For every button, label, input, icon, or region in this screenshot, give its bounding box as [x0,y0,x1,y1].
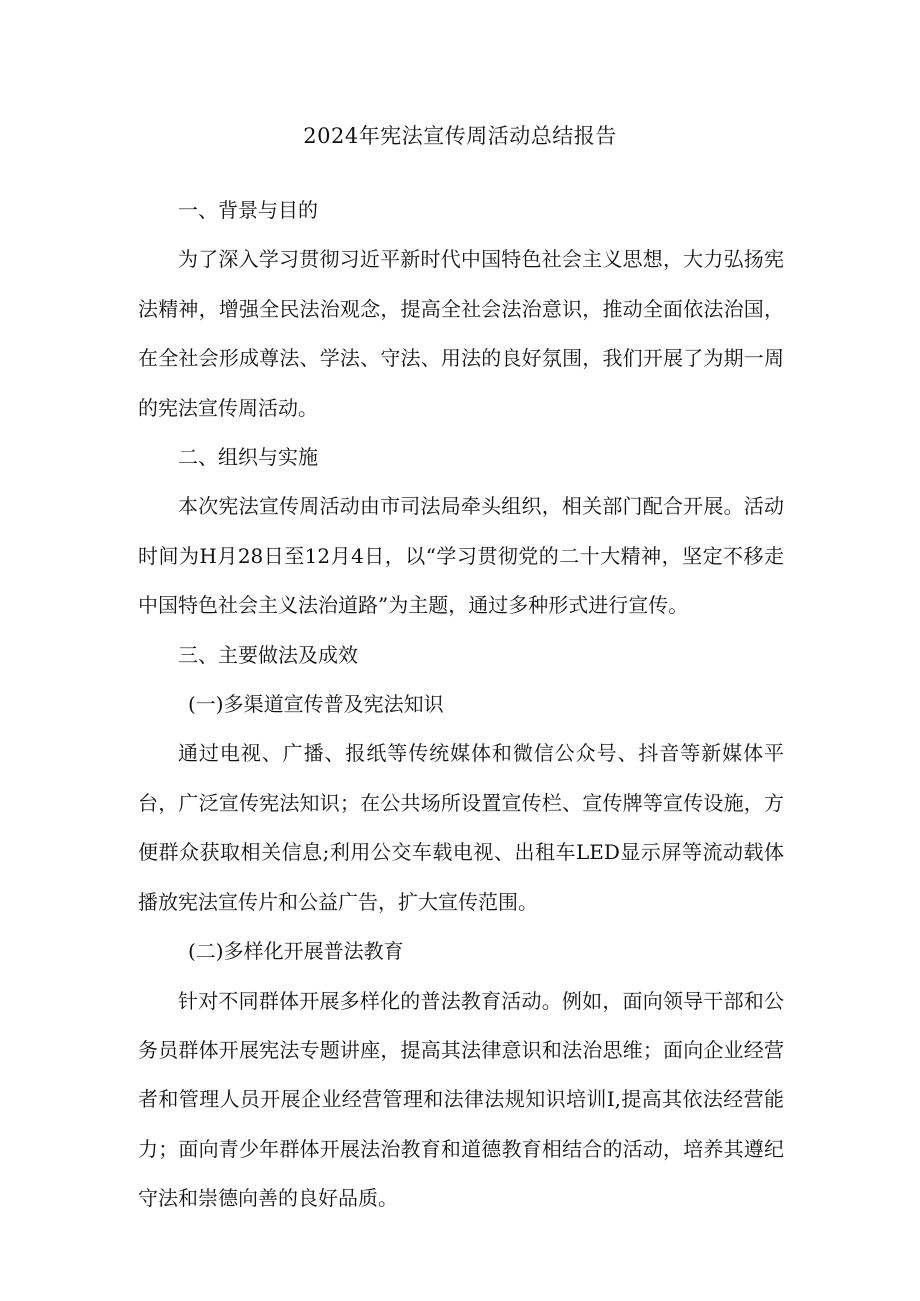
paragraph-background: 为了深入学习贯彻习近平新时代中国特色社会主义思想，大力弘扬宪法精神，增强全民法治观念，提高全社会法治意识，推动全面依法治国，在全社会形成尊法、学法、守法、用法的良好氛围，我们开展了为期一周的宪法宣传周活动。 [138,247,784,420]
document-title: 2024年宪法宣传周活动总结报告 [303,124,617,148]
section-heading-organization: 二、组织与实施 [178,445,318,470]
subsection-heading-channels: (一)多渠道宣传普及宪法知识 [188,692,444,717]
document-body [138,186,784,1224]
paragraph-channels: 通过电视、广播、报纸等传统媒体和微信公众号、抖音等新媒体平台，广泛宣传宪法知识；在公共场所设置宣传栏、宣传牌等宣传设施，方便群众获取相关信息;利用公交车载电视、出租车LED显示屏等流动载体播放宪法宣传片和公益广告，扩大宣传范围。 [138,741,784,914]
section-heading-practices: 三、主要做法及成效 [178,642,358,667]
paragraph-education: 针对不同群体开展多样化的普法教育活动。例如，面向领导干部和公务员群体开展宪法专题讲座，提高其法律意识和法治思维；面向企业经营者和管理人员开展企业经营管理和法律法规知识培训I,提高其依法经营能力；面向青少年群体开展法治教育和道德教育相结合的活动，培养其遵纪守法和崇德向善的良好品质。 [138,988,784,1211]
section-heading-background: 一、背景与目的 [178,198,318,222]
subsection-heading-education: (二)多样化开展普法教育 [188,939,404,964]
paragraph-organization: 本次宪法宣传周活动由市司法局牵头组织，相关部门配合开展。活动时间为H月28日至12月4日，以“学习贯彻党的二十大精神，坚定不移走中国特色社会主义法治道路”为主题，通过多种形式进行宣传。 [138,494,784,618]
